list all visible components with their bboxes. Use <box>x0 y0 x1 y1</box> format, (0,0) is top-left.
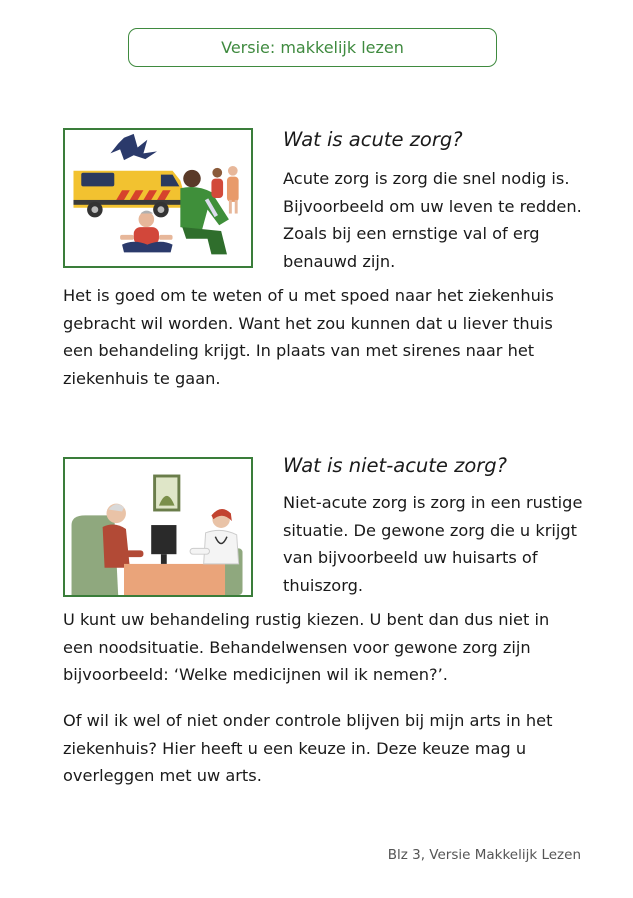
acute-body-text: Het is goed om te weten of u met spoed naar het ziekenhuis gebracht wil worden. Want het zou kunnen dat u liever thuis een behandeling krijgt. In plaats van met sirenes naar het ziekenhuis te gaan. <box>63 286 554 388</box>
page-footer: Blz 3, Versie Makkelijk Lezen <box>387 847 581 863</box>
doctor-consultation-illustration <box>63 457 253 597</box>
non-acute-side-text: Niet-acute zorg is zorg in een rustige situatie. De gewone zorg die u krijgt van bijvoorbeeld uw huisarts of thuiszorg. <box>283 493 583 595</box>
section-heading-non-acute: Wat is niet-acute zorg? <box>283 454 508 477</box>
version-badge: Versie: makkelijk lezen <box>128 28 497 67</box>
acute-side-text: Acute zorg is zorg die snel nodig is. Bijvoorbeeld om uw leven te redden. Zoals bij een ernstige val of erg benauwd zijn. <box>283 169 582 271</box>
ambulance-emergency-illustration <box>63 128 253 268</box>
ambulance-scene-icon <box>65 130 251 266</box>
consultation-scene-icon <box>65 459 251 595</box>
non-acute-body-text-1: U kunt uw behandeling rustig kiezen. U bent dan dus niet in een noodsituatie. Behandelwensen voor gewone zorg zijn bijvoorbeeld: ‘Welke medicijnen wil ik nemen?’. <box>63 610 550 684</box>
non-acute-body-text-2: Of wil ik wel of niet onder controle blijven bij mijn arts in het ziekenhuis? Hier heeft u een keuze in. Deze keuze mag u overleggen met uw arts. <box>63 711 553 785</box>
section-heading-acute: Wat is acute zorg? <box>283 128 463 151</box>
